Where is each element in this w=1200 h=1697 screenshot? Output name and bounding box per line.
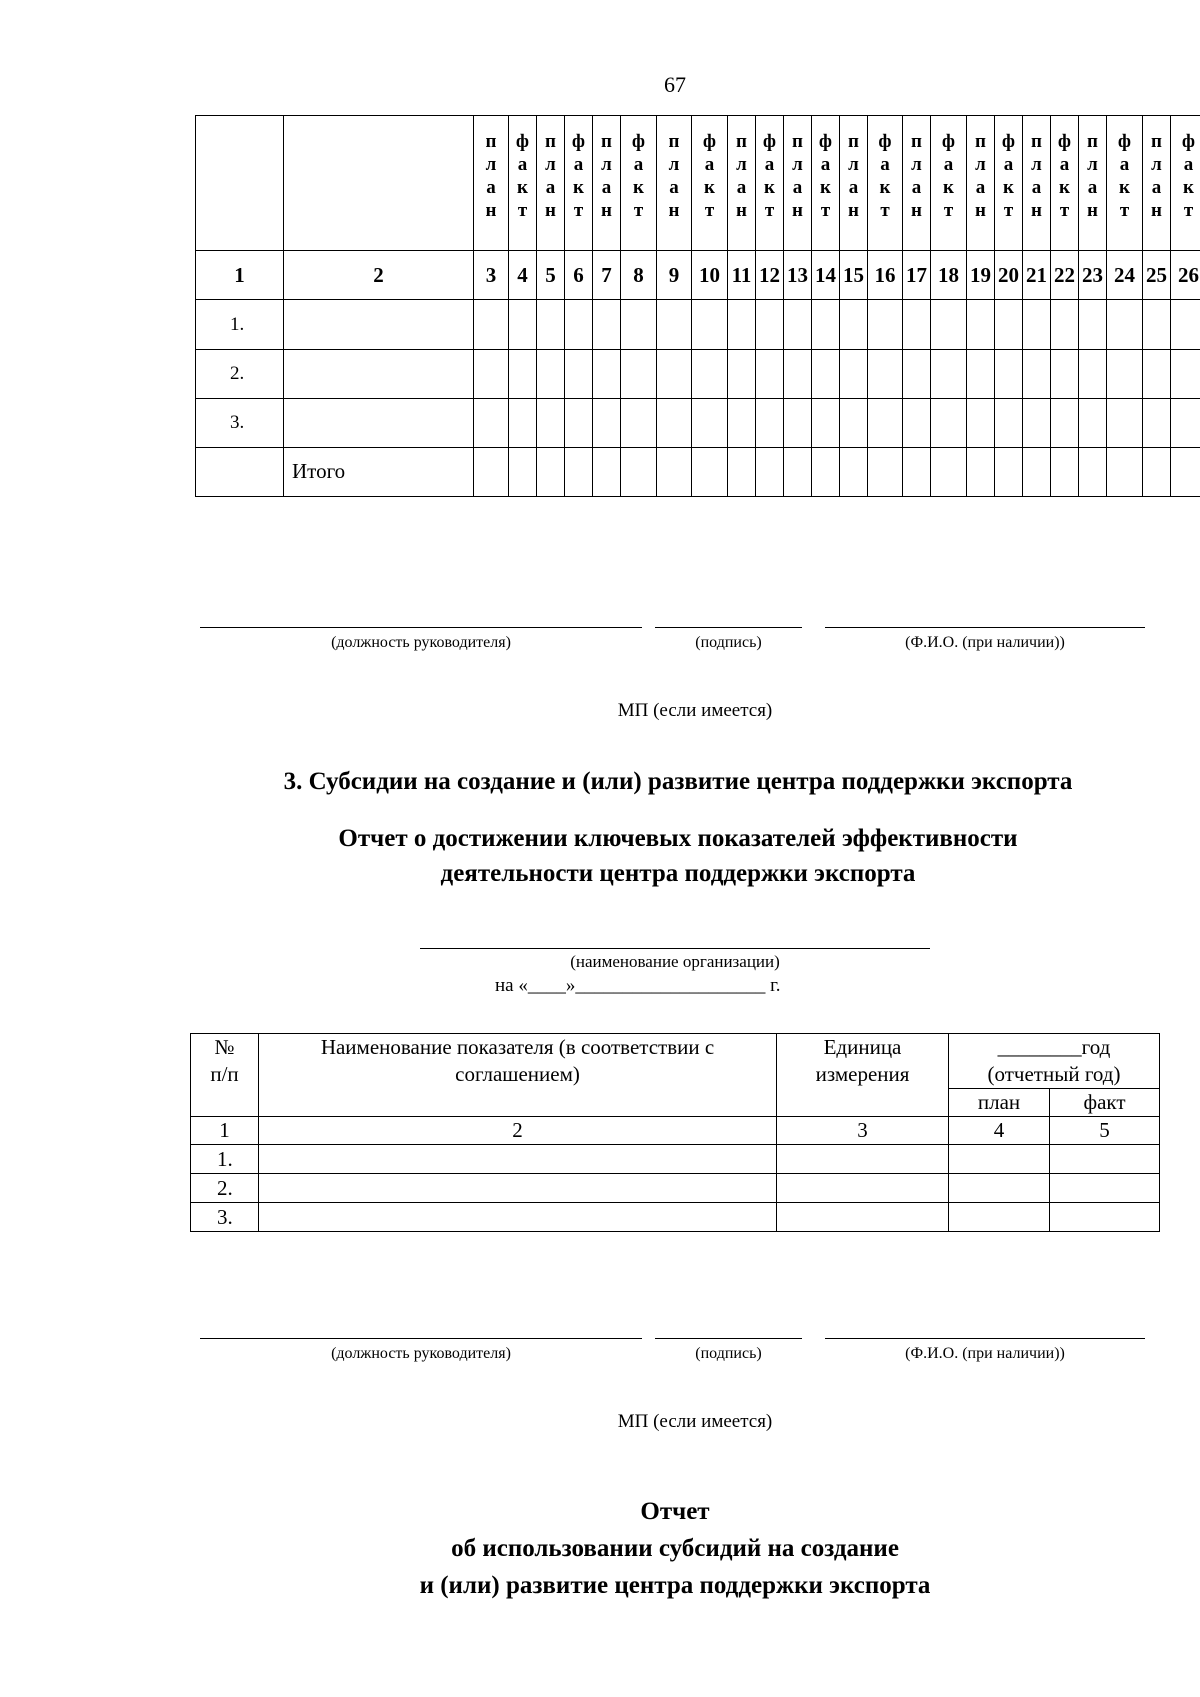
value-cell (903, 349, 931, 398)
header-cell (1051, 116, 1079, 251)
vertical-header-label: ф а к т (1181, 131, 1196, 221)
column-number: 5 (537, 251, 565, 300)
column-number: 1 (196, 251, 284, 300)
value-cell (812, 447, 840, 496)
value-cell (868, 447, 903, 496)
value-cell (1079, 300, 1107, 349)
header-cell (728, 116, 756, 251)
value-cell (1051, 398, 1079, 447)
name-line (825, 1338, 1145, 1339)
vertical-header-label: ф а к т (571, 131, 586, 221)
value-cell (259, 1203, 777, 1232)
value-cell (1050, 1203, 1160, 1232)
column-number: 2 (259, 1117, 777, 1145)
row-name (284, 300, 474, 349)
row-name (284, 349, 474, 398)
value-cell (657, 349, 692, 398)
column-number: 5 (1050, 1117, 1160, 1145)
final-title-line2: об использовании субсидий на создание (451, 1535, 899, 1562)
table-header-row (191, 1034, 1160, 1089)
value-cell (1143, 300, 1171, 349)
value-cell (777, 1174, 949, 1203)
value-cell (509, 398, 537, 447)
value-cell (1171, 398, 1200, 447)
value-cell (565, 349, 593, 398)
final-report-title (0, 1493, 1200, 1604)
value-cell (728, 398, 756, 447)
value-cell (784, 349, 812, 398)
vertical-header-label: п л а н (1087, 131, 1098, 221)
value-cell (784, 447, 812, 496)
final-title-line3: и (или) развитие центра поддержки экспорта (419, 1572, 931, 1599)
header-number-line1: № (214, 1035, 235, 1059)
value-cell (1171, 447, 1200, 496)
header-cell-empty (284, 116, 474, 251)
stamp-note: МП (если имеется) (617, 700, 773, 721)
vertical-header-label: п л а н (601, 131, 612, 221)
column-number: 13 (784, 251, 812, 300)
column-number: 8 (621, 251, 657, 300)
value-cell (474, 447, 509, 496)
organization-line (420, 948, 930, 949)
column-number: 21 (1023, 251, 1051, 300)
header-cell (1023, 116, 1051, 251)
position-line (200, 1338, 642, 1339)
value-cell (995, 447, 1023, 496)
row-number (196, 447, 284, 496)
value-cell (1107, 398, 1143, 447)
value-cell (1023, 447, 1051, 496)
header-cell (692, 116, 728, 251)
value-cell (537, 398, 565, 447)
value-cell (1050, 1145, 1160, 1174)
value-cell (593, 398, 621, 447)
header-cell (593, 116, 621, 251)
column-number: 3 (777, 1117, 949, 1145)
name-caption: (Ф.И.О. (при наличии)) (905, 1345, 1065, 1362)
signature-line (655, 1338, 802, 1339)
stamp-note: МП (если имеется) (617, 1411, 773, 1432)
value-cell (621, 349, 657, 398)
row-number: 3. (191, 1203, 259, 1232)
vertical-header-label: ф а к т (941, 131, 956, 221)
section-title: 3. Субсидии на создание и (или) развитие центра поддержки экспорта (283, 768, 1073, 795)
column-number: 12 (756, 251, 784, 300)
value-cell (1107, 300, 1143, 349)
value-cell (903, 447, 931, 496)
row-number: 2. (196, 349, 284, 398)
value-cell (1107, 447, 1143, 496)
report-title-line2: деятельности центра поддержки экспорта (440, 860, 916, 887)
value-cell (868, 300, 903, 349)
value-cell (1051, 447, 1079, 496)
value-cell (692, 447, 728, 496)
value-cell (840, 349, 868, 398)
header-cell-empty (196, 116, 284, 251)
header-indicator-line2: соглашением) (455, 1062, 580, 1086)
vertical-header-label: п л а н (545, 131, 556, 221)
vertical-header-label: ф а к т (631, 131, 646, 221)
value-cell (565, 447, 593, 496)
header-cell (840, 116, 868, 251)
vertical-header-label: п л а н (485, 131, 497, 221)
vertical-header-label: п л а н (668, 131, 680, 221)
value-cell (621, 398, 657, 447)
vertical-header-label: п л а н (792, 131, 803, 221)
value-cell (868, 398, 903, 447)
final-title-line1: Отчет (640, 1498, 710, 1525)
header-cell (868, 116, 903, 251)
value-cell (1079, 447, 1107, 496)
signature-line (655, 627, 802, 628)
column-number: 23 (1079, 251, 1107, 300)
value-cell (1143, 398, 1171, 447)
header-number (191, 1034, 259, 1117)
value-cell (565, 398, 593, 447)
value-cell (949, 1174, 1050, 1203)
value-cell (903, 300, 931, 349)
value-cell (777, 1203, 949, 1232)
value-cell (259, 1145, 777, 1174)
value-cell (1143, 349, 1171, 398)
value-cell (474, 398, 509, 447)
table-row (196, 349, 1200, 398)
value-cell (931, 447, 967, 496)
value-cell (509, 349, 537, 398)
signature-caption: (подпись) (695, 634, 762, 651)
column-number: 22 (1051, 251, 1079, 300)
header-cell (474, 116, 509, 251)
column-number: 2 (284, 251, 474, 300)
value-cell (995, 398, 1023, 447)
header-unit-line2: измерения (815, 1062, 910, 1086)
column-number: 25 (1143, 251, 1171, 300)
value-cell (903, 398, 931, 447)
value-cell (1023, 398, 1051, 447)
value-cell (949, 1145, 1050, 1174)
value-cell (967, 349, 995, 398)
vertical-header-label: п л а н (1151, 131, 1162, 221)
value-cell (812, 300, 840, 349)
value-cell (1171, 349, 1200, 398)
value-cell (1171, 300, 1200, 349)
vertical-header-label: ф а к т (1057, 131, 1072, 221)
value-cell (840, 447, 868, 496)
position-caption: (должность руководителя) (331, 1345, 511, 1362)
header-cell (537, 116, 565, 251)
vertical-header-label: ф а к т (762, 131, 777, 221)
value-cell (657, 398, 692, 447)
value-cell (868, 349, 903, 398)
header-cell (967, 116, 995, 251)
value-cell (995, 349, 1023, 398)
row-number: 3. (196, 398, 284, 447)
table-row (191, 1203, 1160, 1232)
vertical-header-label: п л а н (736, 131, 747, 221)
value-cell (657, 300, 692, 349)
value-cell (593, 447, 621, 496)
value-cell (784, 300, 812, 349)
table-row (191, 1145, 1160, 1174)
value-cell (931, 349, 967, 398)
plan-fact-table (195, 115, 1200, 497)
header-cell (784, 116, 812, 251)
row-number: 1. (191, 1145, 259, 1174)
value-cell (565, 300, 593, 349)
header-cell (1107, 116, 1143, 251)
value-cell (1107, 349, 1143, 398)
signature-caption: (подпись) (695, 1345, 762, 1362)
column-number: 6 (565, 251, 593, 300)
header-cell (509, 116, 537, 251)
vertical-header-label: ф а к т (878, 131, 892, 221)
vertical-header-label: ф а к т (818, 131, 833, 221)
value-cell (1079, 398, 1107, 447)
value-cell (593, 300, 621, 349)
header-cell (812, 116, 840, 251)
report-title-line1: Отчет о достижении ключевых показателей эффективности (338, 825, 1018, 852)
vertical-header-label: п л а н (911, 131, 922, 221)
row-number: 1. (196, 300, 284, 349)
header-indicator-line1: Наименование показателя (в соответствии с (320, 1035, 715, 1059)
value-cell (728, 447, 756, 496)
value-cell (756, 398, 784, 447)
position-caption: (должность руководителя) (331, 634, 511, 651)
vertical-header-label: ф а к т (1117, 131, 1132, 221)
value-cell (784, 398, 812, 447)
value-cell (509, 447, 537, 496)
header-unit-line1: Единица (823, 1035, 902, 1059)
value-cell (1050, 1174, 1160, 1203)
value-cell (537, 447, 565, 496)
page-number: 67 (664, 72, 686, 97)
header-cell (1171, 116, 1200, 251)
column-number: 4 (509, 251, 537, 300)
column-number: 15 (840, 251, 868, 300)
header-cell (903, 116, 931, 251)
value-cell (967, 398, 995, 447)
value-cell (474, 349, 509, 398)
position-line (200, 627, 642, 628)
column-number: 4 (949, 1117, 1050, 1145)
header-fact: факт (1050, 1089, 1160, 1117)
value-cell (756, 300, 784, 349)
header-indicator-name (259, 1034, 777, 1117)
header-cell (1143, 116, 1171, 251)
value-cell (509, 300, 537, 349)
value-cell (967, 447, 995, 496)
header-cell (565, 116, 593, 251)
table-row (196, 447, 1200, 496)
column-number: 11 (728, 251, 756, 300)
value-cell (967, 300, 995, 349)
column-number: 10 (692, 251, 728, 300)
value-cell (593, 349, 621, 398)
header-plan: план (949, 1089, 1050, 1117)
name-line (825, 627, 1145, 628)
header-cell (1079, 116, 1107, 251)
value-cell (1143, 447, 1171, 496)
header-cell (621, 116, 657, 251)
value-cell (840, 398, 868, 447)
header-year-line1: ________год (997, 1035, 1111, 1059)
vertical-header-label: ф а к т (1001, 131, 1016, 221)
row-number: 2. (191, 1174, 259, 1203)
header-cell (657, 116, 692, 251)
column-number: 24 (1107, 251, 1143, 300)
name-caption: (Ф.И.О. (при наличии)) (905, 634, 1065, 651)
column-number-row (191, 1117, 1160, 1145)
column-number: 1 (191, 1117, 259, 1145)
vertical-header-label: ф а к т (702, 131, 717, 221)
column-number: 17 (903, 251, 931, 300)
value-cell (692, 300, 728, 349)
value-cell (840, 300, 868, 349)
column-number: 3 (474, 251, 509, 300)
vertical-header-label: ф а к т (515, 131, 530, 221)
header-cell (995, 116, 1023, 251)
report-date-line: на «____»____________________ г. (495, 975, 781, 996)
column-number: 16 (868, 251, 903, 300)
row-name (284, 398, 474, 447)
kpi-table (190, 1033, 1160, 1232)
column-number: 18 (931, 251, 967, 300)
value-cell (474, 300, 509, 349)
column-number: 14 (812, 251, 840, 300)
value-cell (812, 398, 840, 447)
value-cell (756, 349, 784, 398)
vertical-header-label: п л а н (1031, 131, 1042, 221)
header-cell (931, 116, 967, 251)
value-cell (692, 349, 728, 398)
value-cell (621, 447, 657, 496)
value-cell (1023, 349, 1051, 398)
column-number: 19 (967, 251, 995, 300)
value-cell (1079, 349, 1107, 398)
value-cell (995, 300, 1023, 349)
column-number: 7 (593, 251, 621, 300)
column-number: 9 (657, 251, 692, 300)
value-cell (1051, 300, 1079, 349)
value-cell (931, 398, 967, 447)
value-cell (728, 349, 756, 398)
value-cell (537, 349, 565, 398)
value-cell (692, 398, 728, 447)
row-name: Итого (284, 447, 474, 496)
organization-caption: (наименование организации) (570, 952, 780, 971)
value-cell (259, 1174, 777, 1203)
value-cell (812, 349, 840, 398)
header-unit (777, 1034, 949, 1117)
vertical-header-label: п л а н (848, 131, 859, 221)
value-cell (931, 300, 967, 349)
header-year (949, 1034, 1160, 1089)
header-year-line2: (отчетный год) (987, 1062, 1121, 1086)
table-row (196, 300, 1200, 349)
value-cell (657, 447, 692, 496)
value-cell (777, 1145, 949, 1174)
vertical-header-label: п л а н (975, 131, 986, 221)
value-cell (728, 300, 756, 349)
table-row (196, 398, 1200, 447)
table-header-row (196, 116, 1200, 251)
column-number: 20 (995, 251, 1023, 300)
value-cell (621, 300, 657, 349)
value-cell (1051, 349, 1079, 398)
header-number-line2: п/п (210, 1062, 239, 1086)
value-cell (537, 300, 565, 349)
value-cell (756, 447, 784, 496)
value-cell (949, 1203, 1050, 1232)
header-cell (756, 116, 784, 251)
value-cell (1023, 300, 1051, 349)
column-number-row (196, 251, 1200, 300)
column-number: 26 (1171, 251, 1200, 300)
table-row (191, 1174, 1160, 1203)
